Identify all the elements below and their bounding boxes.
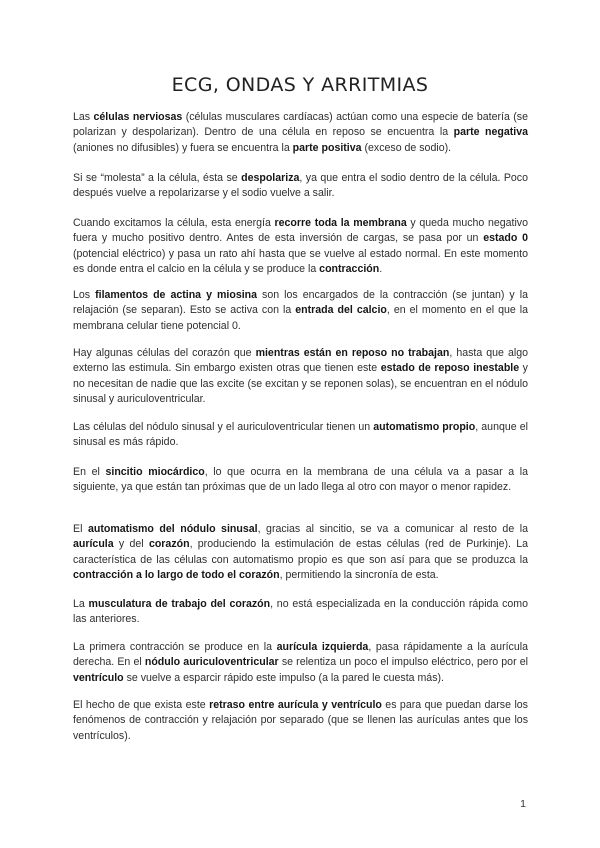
text-segment: se relentiza un poco el impulso eléctrico, pero por el xyxy=(278,656,528,669)
text-segment: , lo que ocurra en la membrana de una célula va a pasar a la siguiente, ya que están tan próximas que de un lado llega al otro con mayor o menor rapidez. xyxy=(73,466,528,494)
text-segment: , produciendo la estimulación de estas células (red de Purkinje). La característica de las células con automatismo propio es que son así para que se produzca la xyxy=(73,538,529,566)
text-segment: y del xyxy=(113,538,149,551)
text-segment: (aniones no difusibles) y fuera se encuentra la xyxy=(73,141,293,154)
text-segment: Hay algunas células del corazón que xyxy=(73,347,256,359)
text-segment: El xyxy=(73,523,88,535)
text-segment: En el xyxy=(73,466,106,478)
bold-text-segment: contracción xyxy=(319,262,380,275)
page-number: 1 xyxy=(520,798,526,810)
bold-text-segment: despolariza xyxy=(241,172,300,184)
text-segment: , gracias al sincitio, se va a comunicar al resto de la xyxy=(257,523,528,535)
text-segment: y queda mucho negativo fuera y mucho positivo dentro. Antes de esta inversión de cargas, se pasa por un xyxy=(73,217,528,245)
text-segment: son los encargados de la contracción (se juntan) y la relajación (se separan). Esto se activa con la xyxy=(73,289,528,317)
text-segment: es para que puedan darse los fenómenos de contracción y relajación por separado (que se llenen las aurículas antes que los ventrículos). xyxy=(73,699,528,742)
bold-text-segment: musculatura de trabajo del corazón xyxy=(88,598,271,610)
text-segment: , no está especializada en la conducción rápida como las anteriores. xyxy=(73,598,528,626)
text-segment: Las células del nódulo sinusal y el auriculoventricular tienen un xyxy=(73,421,374,433)
paragraph-9 xyxy=(73,597,528,628)
text-segment: (exceso de sodio). xyxy=(361,141,452,154)
page-title: ECG, ONDAS Y ARRITMIAS xyxy=(171,74,429,96)
text-segment: (potencial eléctrico) y pasa un rato ahí hasta que se vuelve al estado normal. En este momento es donde entra el calcio en la célula y se produce la xyxy=(73,247,528,275)
bold-text-segment: corazón xyxy=(148,538,190,551)
paragraph-2 xyxy=(73,171,528,202)
paragraph-8 xyxy=(73,522,528,583)
bold-text-segment: parte positiva xyxy=(292,141,362,154)
bold-text-segment: ventrículo xyxy=(73,671,124,684)
text-segment: , permitiendo la sincronía de esta. xyxy=(279,568,439,581)
text-segment: Cuando excitamos la célula, esta energía xyxy=(73,217,275,229)
bold-text-segment: células nerviosas xyxy=(93,111,183,123)
bold-text-segment: entrada del calcio xyxy=(295,304,387,317)
text-segment: , en el momento en el que la membrana celular tiene potencial 0. xyxy=(73,304,528,332)
text-segment: se vuelve a esparcir rápido este impulso (a la pared le cuesta más). xyxy=(123,671,444,684)
paragraph-3 xyxy=(73,216,528,277)
text-segment: Los xyxy=(73,289,96,301)
paragraph-7 xyxy=(73,465,528,496)
text-segment: (células musculares cardíacas) actúan como una especie de batería (se polarizan y despolarizan). Dentro de una célula en reposo se encuentra la xyxy=(73,111,528,139)
bold-text-segment: retraso entre aurícula y ventrículo xyxy=(209,699,382,711)
bold-text-segment: filamentos de actina y miosina xyxy=(95,289,258,301)
bold-text-segment: mientras están en reposo no trabajan xyxy=(255,347,450,359)
bold-text-segment: aurícula xyxy=(73,538,114,551)
bold-text-segment: contracción a lo largo de todo el corazón xyxy=(73,568,280,581)
paragraph-5 xyxy=(73,346,528,407)
text-segment: , ya que entra el sodio dentro de la célula. Poco después vuelve a repolarizarse y el sodio vuelve a salir. xyxy=(73,172,528,200)
bold-text-segment: aurícula izquierda xyxy=(276,641,369,653)
bold-text-segment: estado 0 xyxy=(483,232,528,245)
bold-text-segment: recorre toda la membrana xyxy=(274,217,407,229)
bold-text-segment: estado de reposo inestable xyxy=(380,362,520,375)
text-segment: . xyxy=(379,262,383,275)
paragraph-10 xyxy=(73,640,528,686)
paragraph-11 xyxy=(73,698,528,744)
text-segment: El hecho de que exista este xyxy=(73,699,210,711)
bold-text-segment: nódulo auriculoventricular xyxy=(144,656,279,669)
paragraph-1 xyxy=(73,110,528,156)
paragraph-4 xyxy=(73,288,528,334)
paragraph-6 xyxy=(73,420,528,451)
text-segment: , aunque el sinusal es más rápido. xyxy=(73,421,528,449)
text-segment: La xyxy=(73,598,89,610)
text-segment: , pasa rápidamente a la aurícula derecha. En el xyxy=(73,641,528,669)
text-segment: Si se “molesta” a la célula, ésta se xyxy=(73,172,242,184)
bold-text-segment: parte negativa xyxy=(453,126,528,139)
text-segment: Las xyxy=(73,111,94,123)
text-segment: , hasta que algo externo las estimula. Sin embargo existen otras que tienen este xyxy=(73,347,528,375)
text-segment: y no necesitan de nadie que las excite (se excitan y se reponen solas), se encuentran en el nódulo sinusal y auriculoventricular. xyxy=(73,362,528,405)
text-segment: La primera contracción se produce en la xyxy=(73,641,277,653)
bold-text-segment: automatismo propio xyxy=(373,421,476,433)
bold-text-segment: sincitio miocárdico xyxy=(105,466,205,478)
bold-text-segment: automatismo del nódulo sinusal xyxy=(87,523,258,535)
